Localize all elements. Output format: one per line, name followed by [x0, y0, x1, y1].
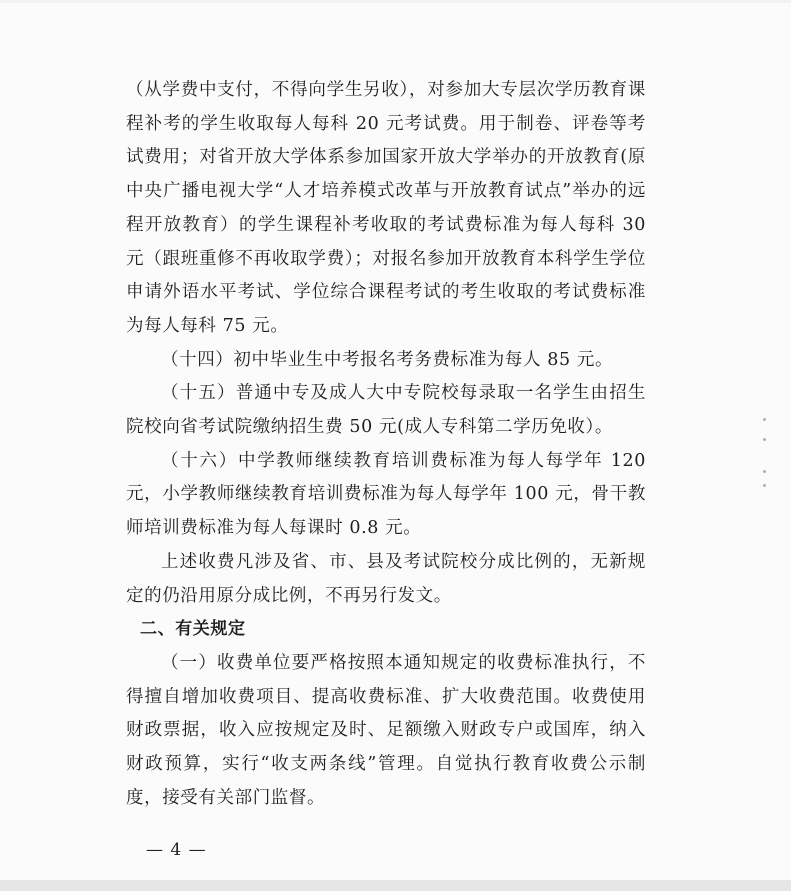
paragraph-rule-1: （一）收费单位要严格按照本通知规定的收费标准执行，不得擅自增加收费项目、提高收费标准、扩大收费范围。收费使用财政票据，收入应按规定及时、足额缴入财政专户或国库，纳入财政预算，实行“收支两条线”管理。自觉执行教育收费公示制度，接受有关部门监督。	[126, 652, 646, 808]
scan-speck	[763, 438, 766, 441]
paragraph-item-16: （十六）中学教师继续教育培训费标准为每人每学年 120 元，小学教师继续教育培训费标准为每人每学年 100 元，骨干教师培训费标准为每人每课时 0.8 元。	[126, 450, 646, 539]
paragraph-fee-continued: （从学费中支付，不得向学生另收），对参加大专层次学历教育课程补考的学生收取每人每科 20 元考试费。用于制卷、评卷等考试费用；对省开放大学体系参加国家开放大学举办的开放教育(原中央广播电视大学“人才培养模式改革与开放教育试点”举办的远程开放教育）的学生课程补考收取的考试费标准为每人每科 30 元（跟班重修不再收取学费）；对报名参加开放教育本科学生学位申请外语水平考试、学位综合课程考试的考生收取的考试费标准为每人每科 75 元。	[126, 80, 646, 336]
scan-speck	[763, 484, 766, 487]
scan-speck	[763, 470, 766, 473]
document-body	[126, 74, 646, 815]
scan-specks	[763, 418, 769, 498]
section-heading: 二、有关规定	[140, 619, 246, 640]
scan-speck	[763, 418, 766, 421]
scan-bottom-edge	[0, 880, 791, 891]
paragraph-item-14: （十四）初中毕业生中考报名考务费标准为每人 85 元。	[161, 349, 614, 370]
page-number: — 4 —	[146, 840, 207, 860]
paragraph-item-15: （十五）普通中专及成人大中专院校每录取一名学生由招生院校向省考试院缴纳招生费 50 元(成人专科第二学历免收）。	[126, 383, 646, 438]
paragraph-sharing-ratio: 上述收费凡涉及省、市、县及考试院校分成比例的，无新规定的仍沿用原分成比例，不再另行发文。	[126, 551, 646, 606]
